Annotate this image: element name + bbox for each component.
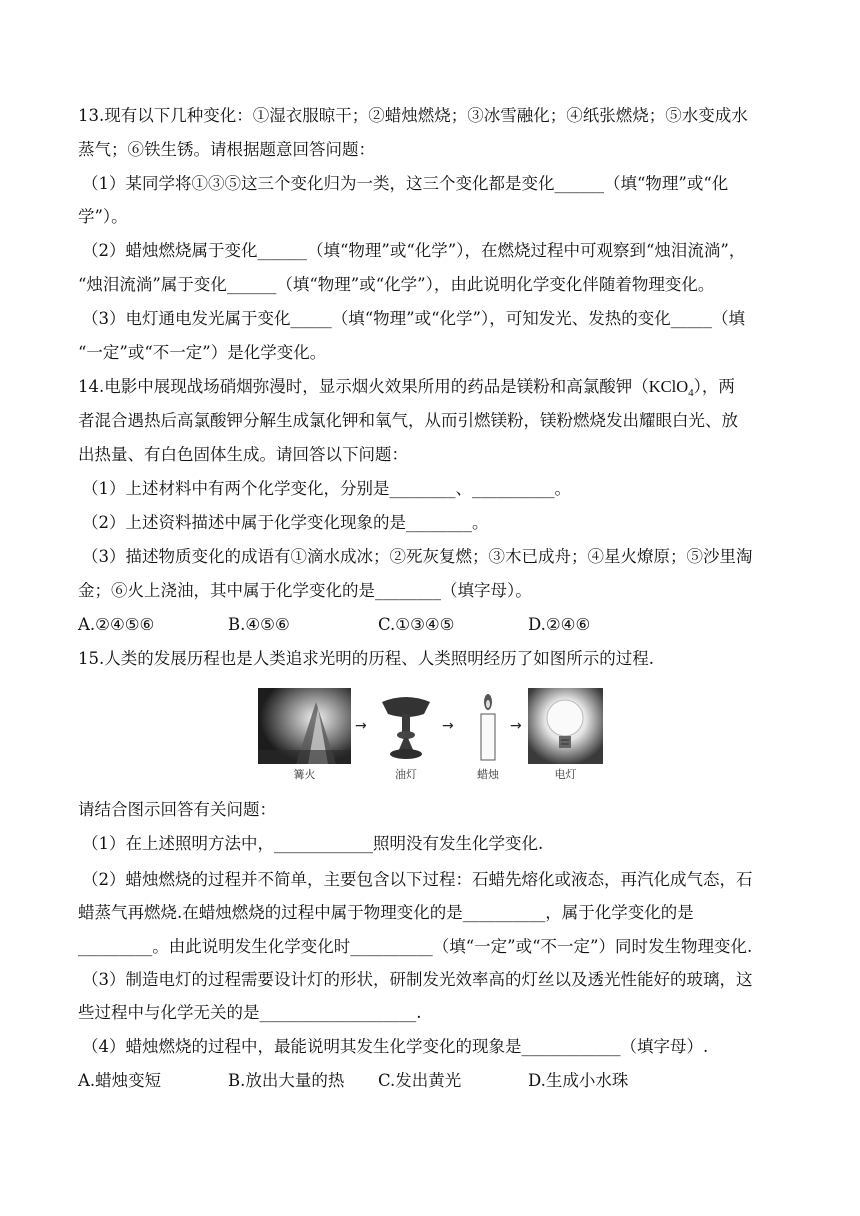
q15-part2-line2: 蜡蒸气再燃烧.在蜡烛燃烧的过程中属于物理变化的是__________，属于化学变化的是 <box>78 903 694 922</box>
q14-stem-line3: 出热量、有白色固体生成。请回答以下问题： <box>78 445 408 464</box>
formula-subscript: 4 <box>688 387 694 399</box>
q14-stem-text: 14.电影中展现战场硝烟弥漫时，显示烟火效果所用的药品是镁粉和高氯酸钾（ <box>78 377 649 396</box>
formula-main: KClO <box>648 377 689 396</box>
q14-part2: （2）上述资料描述中属于化学变化现象的是________。 <box>82 513 489 532</box>
q15-part3-line1: （3）制造电灯的过程需要设计灯的形状，研制发光效率高的灯丝以及透光性能好的玻璃，这 <box>82 970 753 989</box>
q13-part2-line1: （2）蜡烛燃烧属于变化______（填“物理”或“化学”），在燃烧过程中可观察到“烛泪流淌”， <box>82 241 746 260</box>
q15-part1: （1）在上述照明方法中，____________照明没有发生化学变化. <box>82 834 544 853</box>
q13-part1-line1: （1）某同学将①③⑤这三个变化归为一类，这三个变化都是变化______（填“物理”或“化 <box>82 174 729 193</box>
caption-bonfire: 篝火 <box>293 768 316 781</box>
q14-option-c: C.①③④⑤ <box>378 615 455 634</box>
q13-stem-line2: 蒸气；⑥铁生锈。请根据题意回答问题： <box>78 140 375 159</box>
q15-option-c: C.发出黄光 <box>378 1071 462 1090</box>
q14-option-a: A.②④⑤⑥ <box>78 615 155 634</box>
bonfire-image <box>258 688 351 764</box>
candle-image <box>470 688 506 764</box>
q15-part2-line3: _________。由此说明发生化学变化时__________（填“一定”或“不一定”）同时发生物理变化. <box>78 937 753 956</box>
q13-part2-line2: “烛泪流淌”属于变化______（填“物理”或“化学”），由此说明化学变化伴随着物理变化。 <box>78 275 715 294</box>
arrow-right-icon: → <box>510 718 522 734</box>
q15-option-a: A.蜡烛变短 <box>78 1071 162 1090</box>
q13-stem-line1: 13.现有以下几种变化：①湿衣服晾干；②蜡烛燃烧；③冰雪融化；④纸张燃烧；⑤水变成水 <box>78 106 748 125</box>
light-bulb-image <box>528 688 603 764</box>
q15-stem: 15.人类的发展历程也是人类追求光明的历程、人类照明经历了如图所示的过程. <box>78 649 654 668</box>
caption-candle: 蜡烛 <box>477 768 499 781</box>
arrow-right-icon: → <box>442 718 454 734</box>
chemical-formula <box>648 377 694 399</box>
q14-stem-line1 <box>78 377 735 399</box>
q15-prompt: 请结合图示回答有关问题： <box>78 800 276 819</box>
oil-lamp-image <box>376 688 436 764</box>
q14-option-d: D.②④⑥ <box>528 615 591 634</box>
q14-stem-text-end: ），两 <box>693 377 735 396</box>
q15-part3-line2: 些过程中与化学无关的是___________________. <box>78 1003 422 1022</box>
q14-part3-line1: （3）描述物质变化的成语有①滴水成冰；②死灰复燃；③木已成舟；④星火燎原；⑤沙里淘 <box>82 547 753 566</box>
caption-electric-light: 电灯 <box>554 768 577 781</box>
q14-stem-line2: 者混合遇热后高氯酸钾分解生成氯化钾和氧气，从而引燃镁粉，镁粉燃烧发出耀眼白光、放 <box>78 411 738 430</box>
q15-option-d: D.生成小水珠 <box>528 1071 629 1090</box>
q15-part4: （4）蜡烛燃烧的过程中，最能说明其发生化学变化的现象是____________（填字母）. <box>82 1037 709 1056</box>
caption-oil-lamp: 油灯 <box>395 768 417 781</box>
lighting-history-figure <box>258 688 603 786</box>
q14-part1: （1）上述材料中有两个化学变化，分别是________、__________。 <box>82 479 571 498</box>
q13-part1-line2: 学”）。 <box>78 207 128 226</box>
q15-option-b: B.放出大量的热 <box>228 1071 345 1090</box>
arrow-right-icon: → <box>355 718 367 734</box>
q13-part3-line1: （3）电灯通电发光属于变化_____（填“物理”或“化学”），可知发光、发热的变化_____（填 <box>82 309 745 328</box>
q14-option-b: B.④⑤⑥ <box>228 615 290 634</box>
q13-part3-line2: “一定”或“不一定”）是化学变化。 <box>78 343 327 362</box>
q14-part3-line2: 金；⑥火上浇油，其中属于化学变化的是________（填字母）。 <box>78 581 532 600</box>
q15-part2-line1: （2）蜡烛燃烧的过程并不简单，主要包含以下过程：石蜡先熔化或液态，再汽化成气态，石 <box>82 870 753 889</box>
